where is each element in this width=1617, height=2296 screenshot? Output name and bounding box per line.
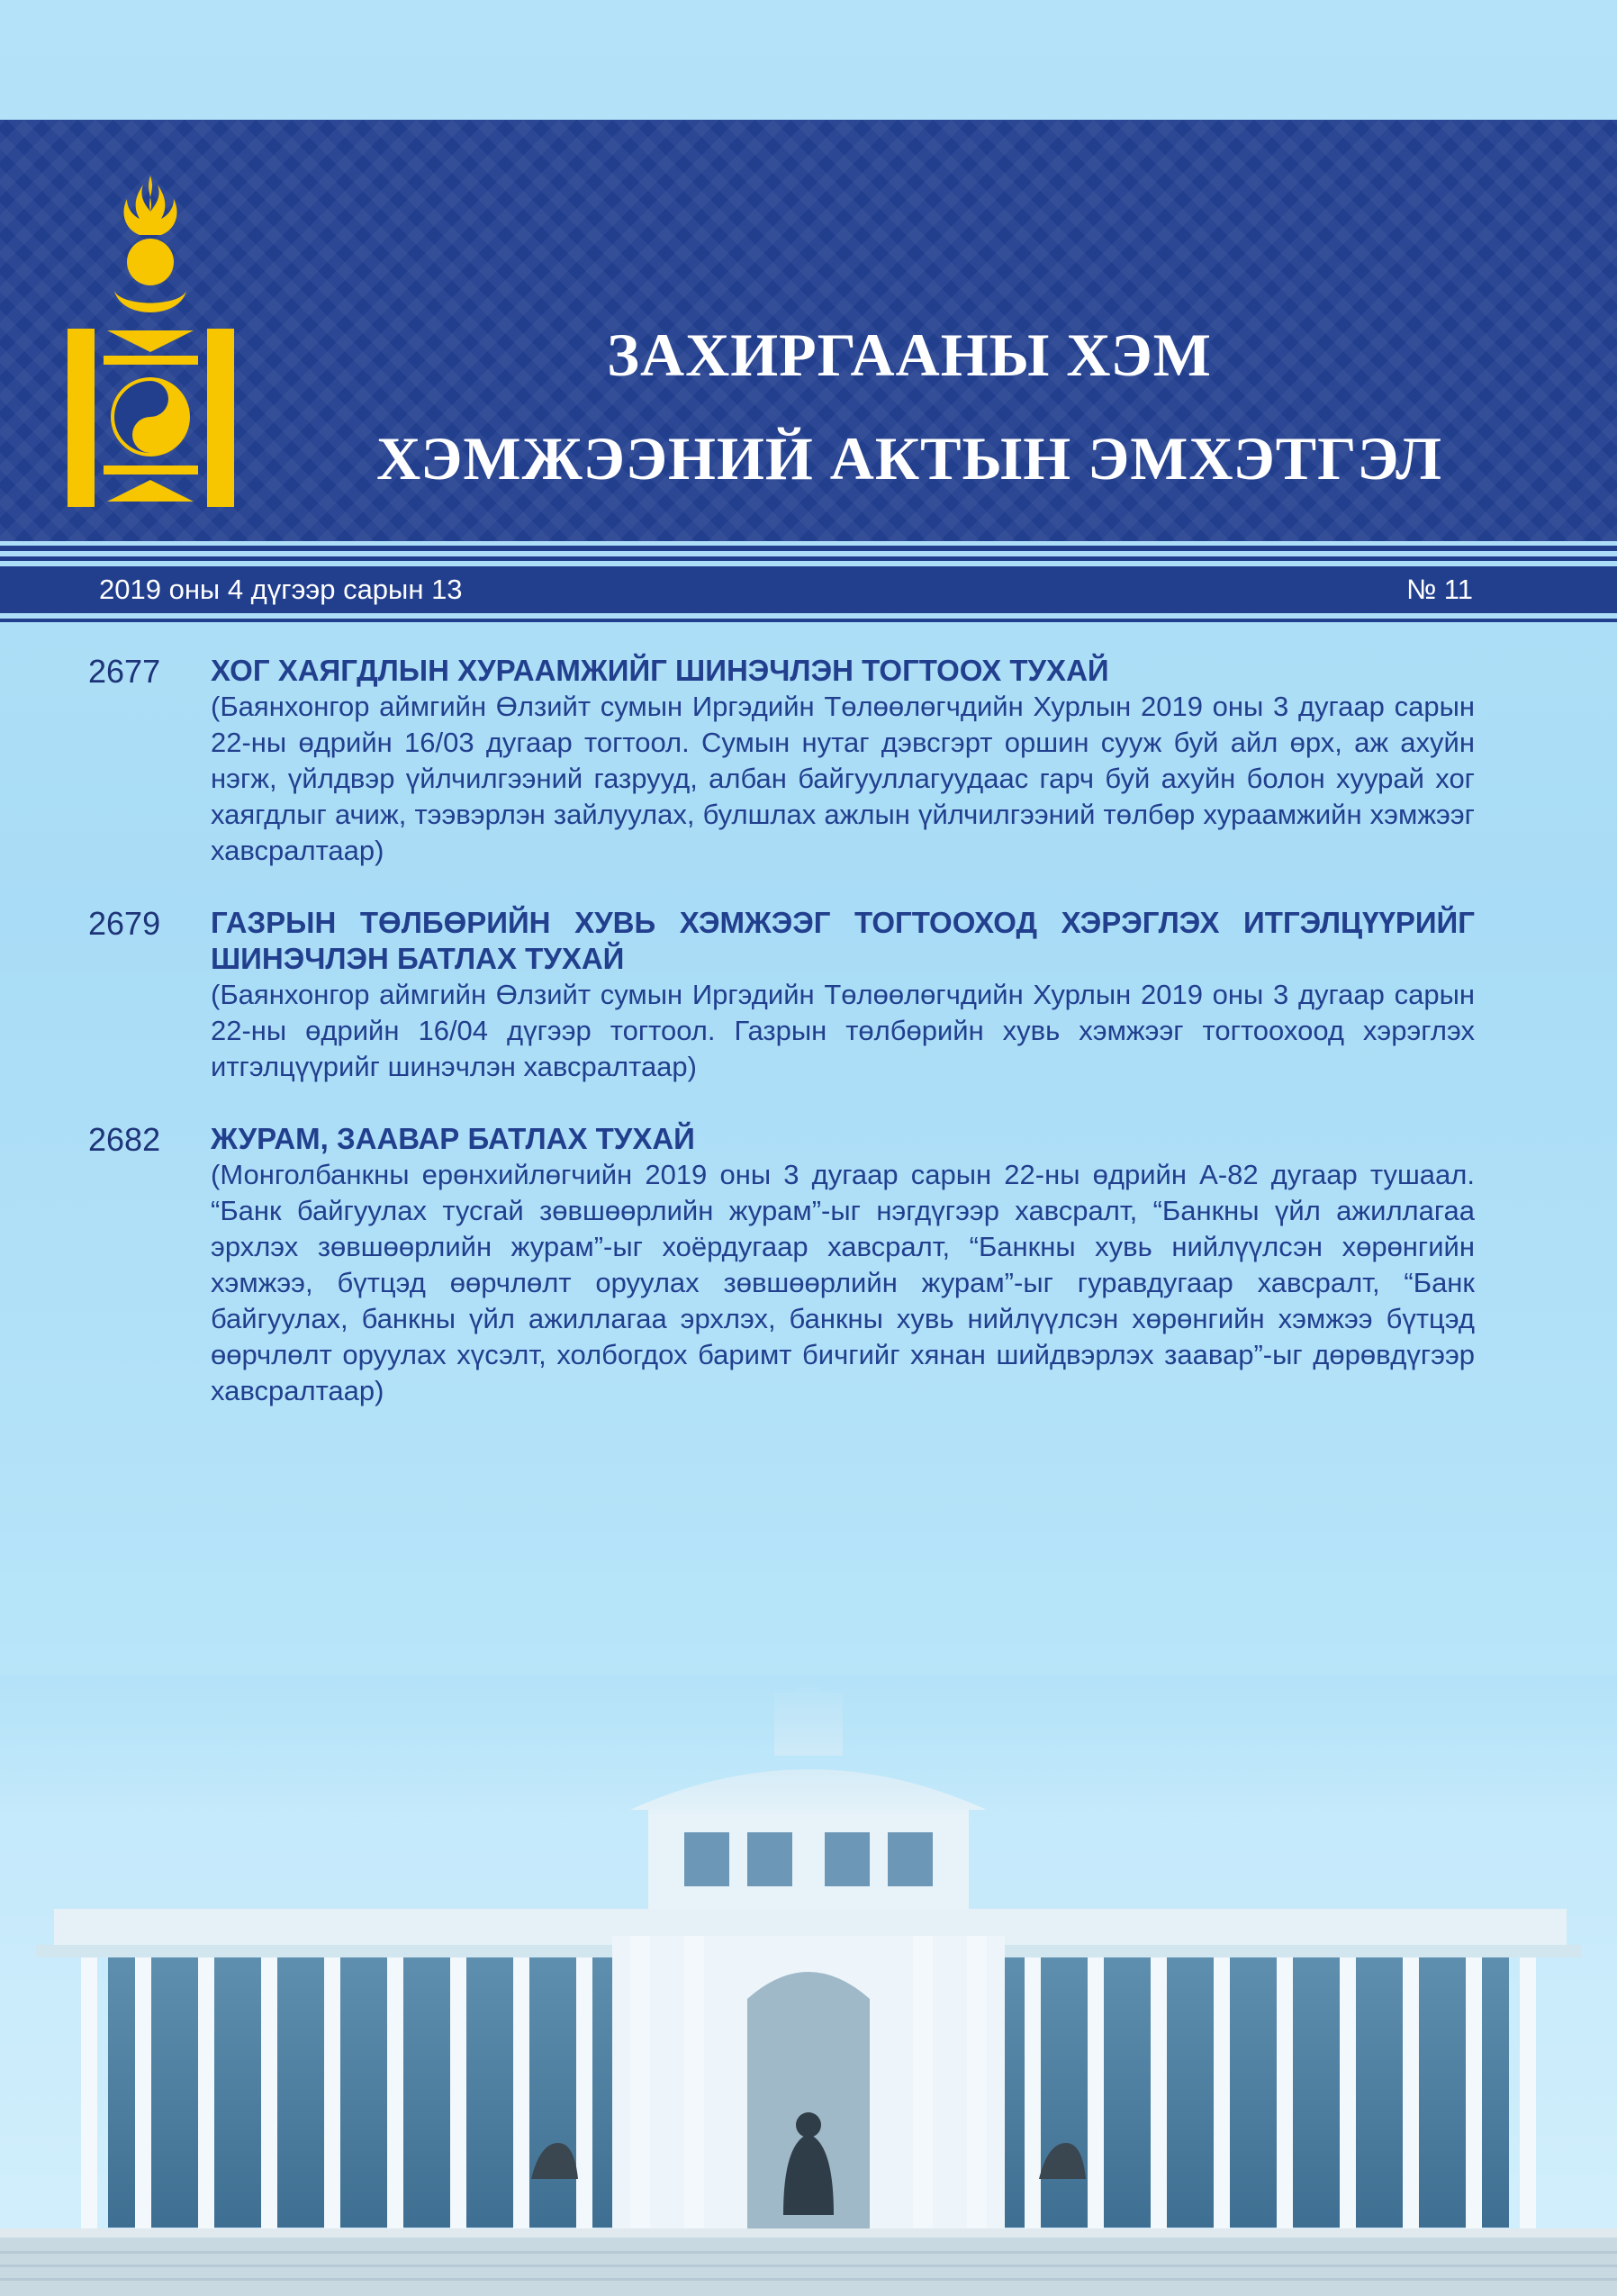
act-description: (Баянхонгор аймгийн Өлзийт сумын Иргэдийн Төлөөлөгчдийн Хурлын 2019 оны 3 дугаар сарын 22-ны өдрийн 16/03 дугаар тогтоол. Сумын нутаг дэвсгэрт оршин сууж буй айл өрх, аж ахуйн нэгж, үйлдвэр үйлчилгээний газрууд, албан байгууллагуудаас гарч буй ахуйн болон хуурай хог хаягдлыг ачиж, тээвэрлэн зайлуулах, булшлах ажлын үйлчилгээний төлбөр хураамжийн хэмжээг хавсралтаар) (211, 691, 1475, 866)
act-number: 2682 (88, 1121, 161, 1158)
issue-date: 2019 оны 4 дүгээр сарын 13 (99, 574, 463, 605)
act-number: 2677 (88, 653, 161, 690)
issue-bar (0, 566, 1617, 613)
act-title: ХОГ ХАЯГДЛЫН ХУРААМЖИЙГ ШИНЭЧЛЭН ТОГТООХ ТУХАЙ (211, 654, 1109, 687)
issue-number: № 11 (1405, 574, 1473, 605)
divider-stripe (0, 556, 1617, 561)
act-description: (Баянхонгор аймгийн Өлзийт сумын Иргэдийн Төлөөлөгчдийн Хурлын 2019 оны 3 дугаар сарын 22-ны өдрийн 16/04 дүгээр тогтоол. Газрын төлбөрийн хувь хэмжээг тогтоохоод хэрэглэх итгэлцүүрийг шинэчлэн хавсралтаар) (211, 979, 1475, 1082)
act-title: ЖУРАМ, ЗААВАР БАТЛАХ ТУХАЙ (211, 1122, 695, 1155)
journal-title-line-2: ХЭМЖЭЭНИЙ АКТЫН ЭМХЭТГЭЛ (376, 424, 1442, 493)
act-title: ГАЗРЫН ТӨЛБӨРИЙН ХУВЬ ХЭМЖЭЭГ ТОГТООХОД ХЭРЭГЛЭХ ИТГЭЛЦҮҮРИЙГ ШИНЭЧЛЭН БАТЛАХ ТУХАЙ (211, 906, 1475, 975)
act-number: 2679 (88, 905, 161, 942)
journal-title-line-1: ЗАХИРГААНЫ ХЭМ (607, 321, 1212, 389)
divider-stripe (0, 619, 1617, 622)
soyombo-emblem-icon (68, 176, 234, 507)
divider-stripe (0, 546, 1617, 551)
act-description: (Монголбанкны ерөнхийлөгчийн 2019 оны 3 дугаар сарын 22-ны өдрийн А-82 дугаар тушаал. “Банк байгуулах тусгай зөвшөөрлийн журам”-ыг нэгдүгээр хавсралт, “Банкны үйл ажиллагаа эрхлэх зөвшөөрлийн журам”-ыг хоёрдугаар хавсралт, “Банкны хувь нийлүүлсэн хөрөнгийн хэмжээ, бүтцэд өөрчлөлт оруулах зөвшөөрлийн журам”-ыг гуравдугаар хавсралт, “Банк байгуулах, банкны үйл ажиллагаа эрхлэх, банкны хувь нийлүүлсэн хөрөнгийн хэмжээ бүтцэд өөрчлөлт оруулах хүсэлт, холбогдох баримт бичгийг хянан шийдвэрлэх заавар”-ыг дөрөвдүгээр хавсралтаар) (211, 1159, 1475, 1406)
government-palace-building-icon (0, 1675, 1617, 2296)
